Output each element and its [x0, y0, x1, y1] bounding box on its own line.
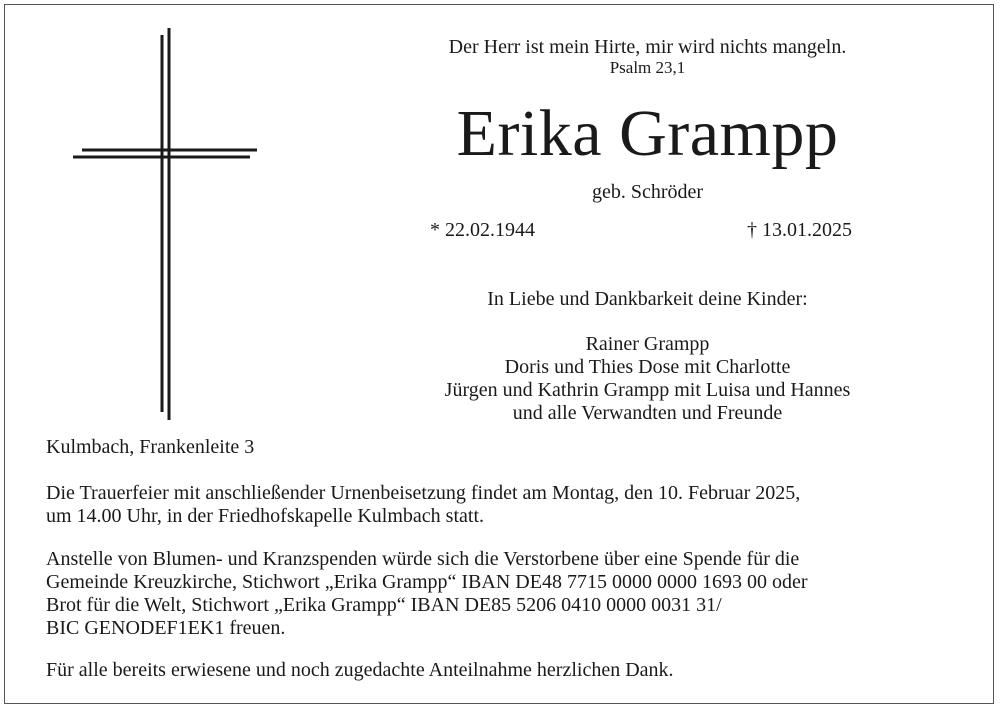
survivors-list: [385, 333, 910, 425]
survivors-intro: In Liebe und Dankbarkeit deine Kinder:: [487, 288, 808, 310]
donation-info-line: Anstelle von Blumen- und Kranzspenden würde sich die Verstorbene über eine Spende für die: [46, 548, 800, 570]
deceased-name: Erika Grampp: [456, 97, 839, 170]
thanks-line: Für alle bereits erwiesene und noch zugedachte Anteilnahme herzlichen Dank.: [46, 659, 674, 681]
donation-info-line: Brot für die Welt, Stichwort „Erika Grampp“ IBAN DE85 5206 0410 0000 0031 31/: [46, 594, 722, 616]
funeral-info-line: um 14.00 Uhr, in der Friedhofskapelle Kulmbach statt.: [46, 505, 484, 527]
birth-date: * 22.02.1944: [430, 219, 535, 241]
survivor-entry: Doris und Thies Dose mit Charlotte: [504, 356, 791, 378]
psalm-verse: Der Herr ist mein Hirte, mir wird nichts mangeln.: [448, 36, 847, 58]
survivor-entry: Jürgen und Kathrin Grampp mit Luisa und Hannes: [444, 379, 851, 401]
funeral-info-line: Die Trauerfeier mit anschließender Urnenbeisetzung findet am Montag, den 10. Februar 2025,: [46, 482, 801, 504]
donation-info-line: BIC GENODEF1EK1 freuen.: [46, 617, 286, 639]
donation-info-line: Gemeinde Kreuzkirche, Stichwort „Erika Grampp“ IBAN DE48 7715 0000 0000 1693 00 oder: [46, 571, 808, 593]
psalm-reference: Psalm 23,1: [609, 58, 686, 77]
survivor-entry: und alle Verwandten und Freunde: [512, 402, 783, 424]
address: Kulmbach, Frankenleite 3: [46, 436, 255, 458]
survivor-entry: Rainer Grampp: [585, 333, 710, 355]
funeral-info: [46, 482, 966, 528]
maiden-name: geb. Schröder: [591, 181, 704, 203]
donation-info: [46, 548, 966, 640]
death-date: † 13.01.2025: [747, 219, 852, 241]
